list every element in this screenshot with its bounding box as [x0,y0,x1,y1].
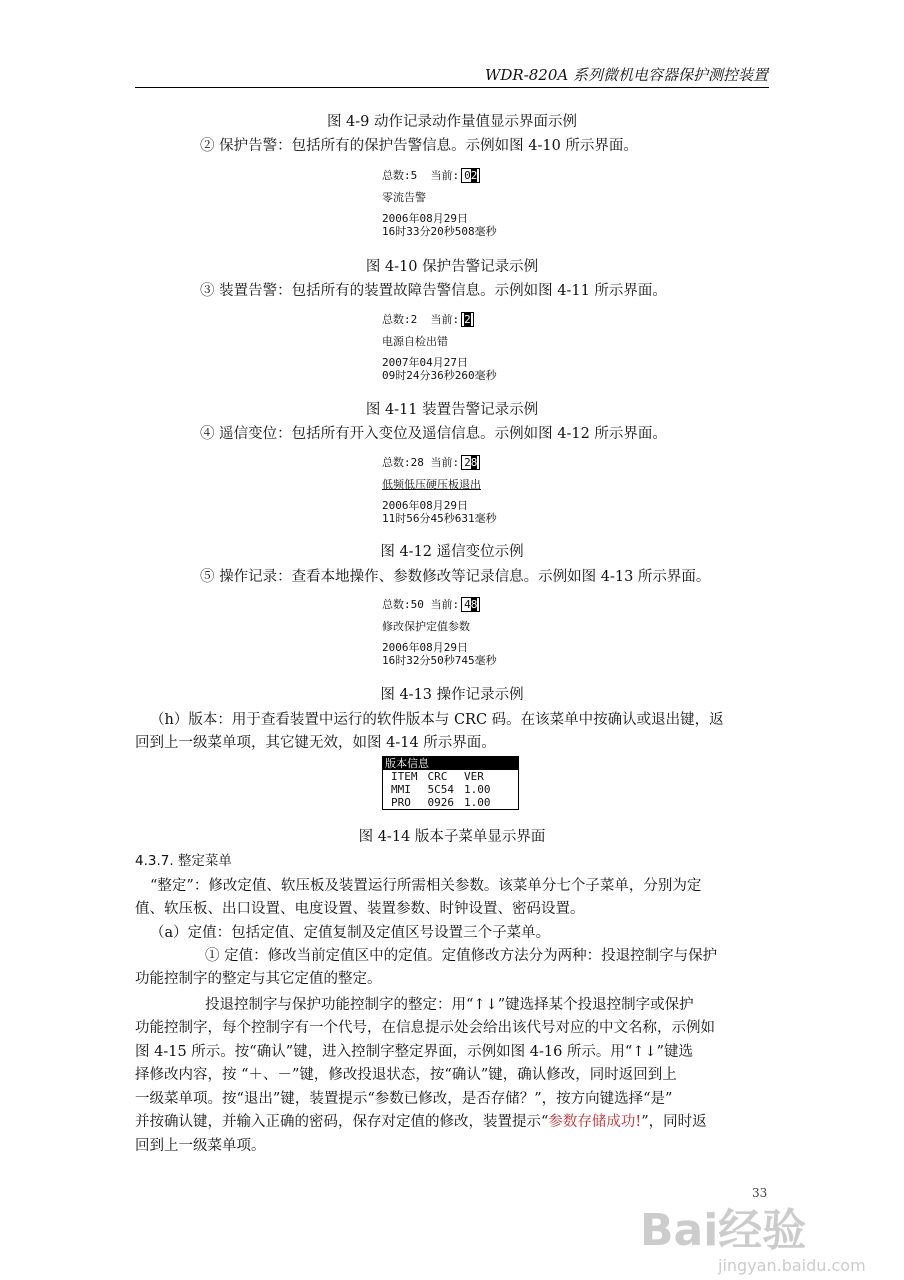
section-heading: 4.3.7. 整定菜单 [135,853,232,869]
caption-4-13: 图 4-13 操作记录示例 [380,687,524,703]
record-date: 2007年04月27日 [382,356,468,369]
version-title: 版本信息 [383,757,518,770]
paragraph: 功能控制字，每个控制字有一个代号，在信息提示处会给出该代号对应的中文名称，示例如 [135,1020,715,1036]
paragraph: （h）版本：用于查看装置中运行的软件版本与 CRC 码。在该菜单中按确认或退出键，返 [150,712,724,728]
record-time: 09时24分36秒260毫秒 [382,369,497,382]
lcd-screen [382,455,497,525]
paragraph: 值、软压板、出口设置、电度设置、装置参数、时钟设置、密码设置。 [135,901,585,917]
paragraph: 功能控制字的整定与其它定值的整定。 [135,971,382,987]
record-message: 零流告警 [382,191,426,204]
current-label: 当前: [430,456,460,469]
paragraph: ① 定值：修改当前定值区中的定值。定值修改方法分为两种：投退控制字与保护 [205,948,718,964]
page-number: 33 [752,1186,768,1200]
record-time: 11时56分45秒631毫秒 [382,512,497,525]
watermark [640,1205,880,1278]
record-message: 电源自检出错 [382,335,448,348]
paragraph: ③ 装置告警：包括所有的装置故障告警信息。示例如图 4-11 所示界面。 [200,283,667,299]
current-value: 4 [464,598,471,611]
cell: 5C54 [427,783,454,796]
record-date: 2006年08月29日 [382,641,468,654]
cell: 1.00 [464,783,491,796]
cell: MMI [391,783,411,796]
caption-4-9: 图 4-9 动作记录动作量值显示界面示例 [326,114,578,130]
cell: PRO [391,796,411,809]
caption-4-12: 图 4-12 遥信变位示例 [380,544,524,560]
paragraph: （a）定值：包括定值、定值复制及定值区号设置三个子菜单。 [150,925,551,941]
paragraph: 回到上一级菜单项，其它键无效，如图 4-14 所示界面。 [135,735,496,751]
col-header: VER [464,770,484,783]
record-time: 16时33分20秒508毫秒 [382,225,497,238]
lcd-screen [382,597,497,667]
watermark-logo: Bai经验 [640,1205,807,1256]
total: 总数:2 [382,313,418,326]
cursor-digit: 2 [464,313,471,326]
cursor-digit: 2 [470,169,478,182]
current-label: 当前: [430,169,460,182]
paragraph: ② 保护告警：包括所有的保护告警信息。示例如图 4-10 所示界面。 [200,138,638,154]
current-label: 当前: [430,598,460,611]
paragraph: 图 4-15 所示。按“确认”键，进入控制字整定界面，示例如图 4-16 所示。用“↑↓”键选 [135,1044,694,1060]
total: 总数:50 [382,598,424,611]
lcd-screen [382,312,497,382]
caption-4-11: 图 4-11 装置告警记录示例 [365,402,539,418]
running-header: WDR-820A 系列微机电容器保护测控装置 [484,66,768,84]
paragraph: 一级菜单项。按“退出”键，装置提示“参数已修改，是否存储？”，按方向键选择“是” [135,1091,673,1107]
record-message: 低频低压硬压板退出 [382,478,481,491]
paragraph: “整定”：修改定值、软压板及装置运行所需相关参数。该菜单分七个子菜单，分别为定 [150,878,702,894]
record-message: 修改保护定值参数 [382,620,470,633]
current-label: 当前: [430,313,460,326]
cursor-digit: 8 [470,598,478,611]
lcd-screen [382,168,497,238]
total: 总数:5 [382,169,418,182]
current-value: 2 [464,456,471,469]
paragraph [135,1110,707,1131]
record-date: 2006年08月29日 [382,212,468,225]
caption-4-14: 图 4-14 版本子菜单显示界面 [358,829,546,845]
total: 总数:28 [382,456,424,469]
col-header: CRC [427,770,448,783]
cell: 0926 [427,796,454,809]
paragraph: 回到上一级菜单项。 [135,1138,266,1154]
col-header: ITEM [391,770,418,783]
record-date: 2006年08月29日 [382,499,468,512]
text: ”，同时返 [641,1114,707,1130]
paragraph: 投退控制字与保护功能控制字的整定：用“↑↓”键选择某个投退控制字或保护 [205,997,694,1013]
current-value: 0 [464,169,471,182]
record-time: 16时32分50秒745毫秒 [382,654,497,667]
paragraph: ⑤ 操作记录：查看本地操作、参数修改等记录信息。示例如图 4-13 所示界面。 [200,569,711,585]
highlight-text: 参数存储成功! [548,1114,642,1130]
paragraph: ④ 遥信变位：包括所有开入变位及遥信信息。示例如图 4-12 所示界面。 [200,426,667,442]
version-table [391,770,501,809]
cell: 1.00 [464,796,491,809]
cursor-digit: 8 [470,456,478,469]
watermark-url: jingyan.baidu.com [718,1256,866,1275]
paragraph: 择修改内容，按 “＋、－”键，修改投退状态，按“确认”键，确认修改，同时返回到上 [135,1067,677,1083]
text: 并按确认键，并输入正确的密码，保存对定值的修改，装置提示“ [135,1114,549,1130]
caption-4-10: 图 4-10 保护告警记录示例 [365,259,539,275]
version-screen [382,756,519,810]
header-rule [135,87,769,88]
